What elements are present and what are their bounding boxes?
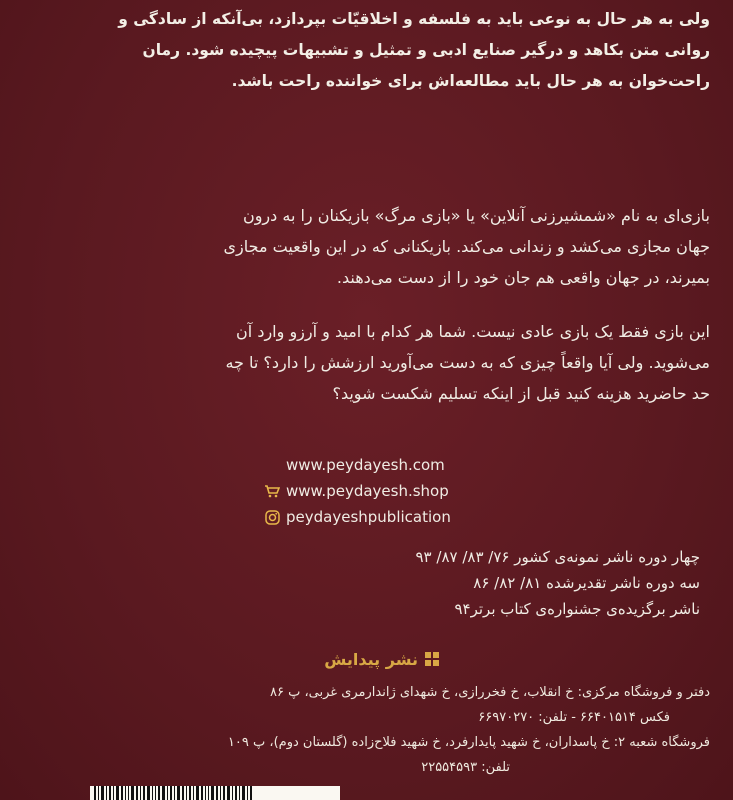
- synopsis-line: بازی‌ای به نام «شمشیرزنی آنلاین» یا «بازی مرگ» بازیکنان را به درون: [242, 206, 710, 225]
- publisher-logo-icon: [424, 651, 440, 667]
- award-line: ناشر برگزیده‌ی جشنواره‌ی کتاب برتر۹۴: [454, 600, 700, 618]
- synopsis-line: حد حاضرید هزینه کنید قبل از اینکه تسلیم شکست شوید؟: [332, 384, 710, 403]
- publisher-name: نشر پیدایش: [324, 649, 418, 669]
- synopsis-paragraph-2: [80, 316, 710, 409]
- address-line: دفتر و فروشگاه مرکزی: خ انقلاب، خ فخررازی، خ شهدای ژاندارمری غربی، پ ۸۶: [269, 685, 710, 700]
- intro-line: ولی به هر حال به نوعی باید به فلسفه و اخلاقیّات بپردازد، بی‌آنکه از سادگی و: [118, 10, 710, 28]
- website-link[interactable]: www.peydayesh.com: [286, 456, 445, 474]
- award-line: چهار دوره ناشر نمونه‌ی کشور ۷۶/ ۸۳/ ۸۷/ ۹۳: [415, 548, 700, 566]
- address-block: [60, 680, 710, 780]
- intro-line: روانی متن بکاهد و درگیر صنایع ادبی و تمثیل و تشبیهات پیچیده شود. رمان: [142, 41, 710, 59]
- synopsis-line: جهان مجازی می‌کشد و زندانی می‌کند. بازیکنانی که در این واقعیت مجازی: [223, 237, 710, 256]
- shop-link[interactable]: www.peydayesh.shop: [286, 482, 449, 500]
- shop-row: [262, 478, 502, 504]
- web-links: [262, 452, 502, 530]
- award-line: سه دوره ناشر تقدیرشده ۸۱/ ۸۲/ ۸۶: [473, 574, 700, 592]
- address-line: فروشگاه شعبه ۲: خ پاسداران، خ شهید پایدارفرد، خ شهید فلاح‌زاده (گلستان دوم)، پ ۱۰۹: [227, 735, 710, 750]
- synopsis-paragraph-1: [80, 200, 710, 293]
- intro-paragraph: [60, 4, 710, 97]
- synopsis-line: بمیرند، در جهان واقعی هم جان خود را از دست می‌دهند.: [336, 268, 710, 287]
- instagram-icon: [262, 510, 282, 525]
- intro-line: راحت‌خوان به هر حال باید مطالعه‌اش برای خواننده راحت باشد.: [231, 72, 710, 90]
- cart-icon: [262, 484, 282, 498]
- synopsis-line: این بازی فقط یک بازی عادی نیست. شما هر کدام با امید و آرزو وارد آن: [236, 322, 710, 341]
- address-line: تلفن: ۲۲۵۵۴۵۹۳: [421, 760, 510, 775]
- publisher-logo: [320, 648, 440, 670]
- address-line: فکس ۶۶۴۰۱۵۱۴ - تلفن: ۶۶۹۷۰۲۷۰: [478, 710, 670, 725]
- instagram-row: [262, 504, 502, 530]
- publisher-awards: [160, 544, 700, 622]
- website-row: [262, 452, 502, 478]
- instagram-handle[interactable]: peydayeshpublication: [286, 508, 451, 526]
- synopsis-line: می‌شوید. ولی آیا واقعاً چیزی که به دست می‌آورید ارزشش را دارد؟ تا چه: [225, 353, 710, 372]
- barcode: [90, 786, 340, 800]
